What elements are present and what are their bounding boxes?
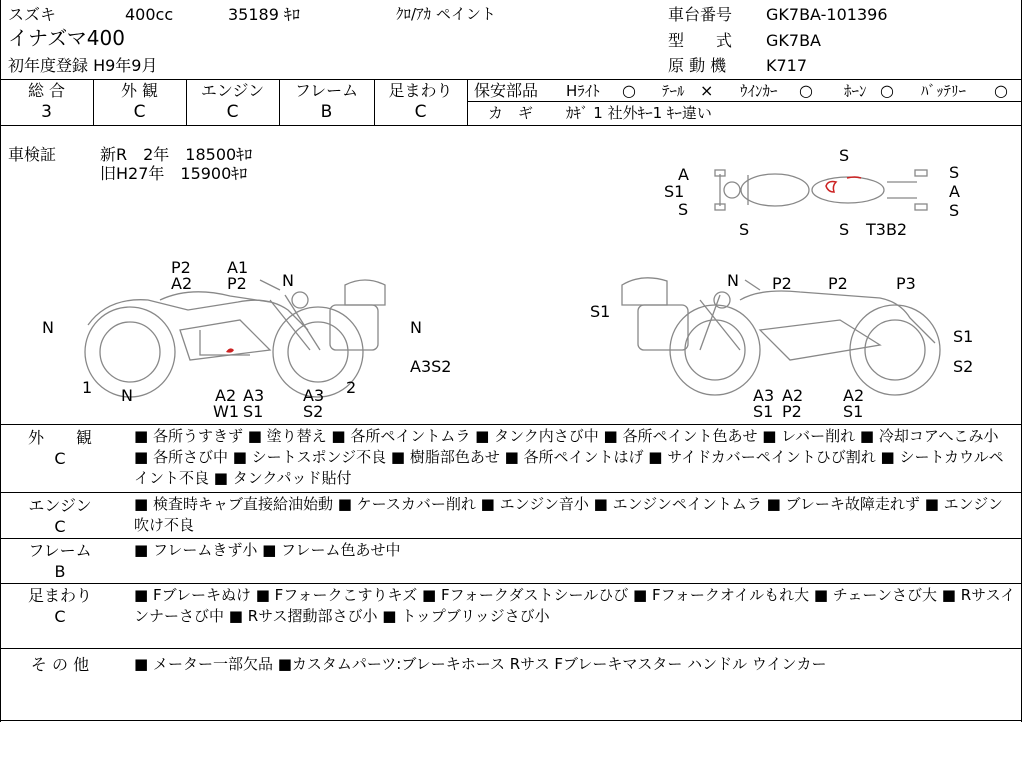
safety-label: 保安部品 [474, 81, 539, 100]
displacement: 400cc [125, 5, 174, 24]
headlight-mark: ○ [622, 81, 636, 100]
diag-right-s1a: S1 [753, 402, 774, 421]
section-frame-score: B [54, 562, 66, 581]
suspension-label: 足まわり [388, 81, 453, 100]
divider [0, 720, 1022, 721]
diag-right-a3: A3 [753, 386, 775, 405]
section-suspension-label: 足まわり [27, 586, 92, 605]
section-engine-label: エンジン [28, 496, 92, 515]
diag-right-p2c: P2 [782, 402, 802, 421]
horn-label: ﾎｰﾝ [844, 82, 867, 100]
taillight-mark: × [700, 81, 714, 100]
diag-top-a-right: A [949, 182, 960, 201]
diag-top-s-left: S [678, 200, 689, 219]
diag-right-n-top: N [727, 271, 739, 290]
section-frame-text: ■ フレームきず小 ■ フレーム色あせ中 [134, 541, 401, 559]
diag-right-a2: A2 [782, 386, 804, 405]
section-other-label: そ の 他 [30, 655, 90, 674]
engine-label: エンジン [200, 81, 265, 100]
diag-left-p2: P2 [171, 258, 191, 277]
diag-left-1: 1 [82, 378, 93, 397]
diag-left-a1: A1 [227, 258, 249, 277]
diag-left-n-top: N [282, 271, 294, 290]
left-damage-mark [226, 348, 234, 352]
diag-left-p2b: P2 [227, 274, 247, 293]
diag-left-a3b: A3 [303, 386, 325, 405]
headlight-label: Hﾗｲﾄ [566, 82, 600, 100]
section-engine-score: C [54, 517, 66, 536]
exterior-score: C [133, 102, 146, 122]
left-side-bike [85, 280, 385, 397]
diag-top-s-right-top: S [949, 163, 960, 182]
type-value: GK7BA [766, 31, 821, 50]
diag-top-s-right-bottom: S [949, 201, 960, 220]
battery-label: ﾊﾞｯﾃﾘｰ [921, 82, 967, 100]
top-damage-mark [847, 177, 861, 178]
diag-right-p2a: P2 [772, 274, 792, 293]
section-exterior-score: C [54, 449, 66, 468]
type-label: 型 式 [668, 31, 733, 50]
section-engine-text: ■ 検査時キャブ直接給油始動 ■ ケースカバー削れ ■ エンジン音小 ■ エンジンペイントムラ ■ ブレーキ故障走れず ■ エンジン吹け不良 [134, 495, 1003, 534]
color: ｸﾛ/ｱｶ ペイント [396, 5, 496, 23]
top-damage-mark [826, 182, 836, 193]
engine-model: K717 [766, 56, 808, 75]
diag-top-s-bottom-left: S [739, 220, 750, 239]
diag-left-a2w1: A2 [215, 386, 237, 405]
diag-right-a2b: A2 [843, 386, 865, 405]
total-label: 総 合 [27, 81, 66, 100]
diag-right-s1-left: S1 [590, 302, 611, 321]
section-other-text: ■ メーター一部欠品 ■カスタムパーツ:ブレーキホース Rサス Fブレーキマスター ハンドル ウインカー [134, 655, 827, 673]
top-view-bike [715, 170, 927, 210]
diag-left-n-left: N [42, 318, 54, 337]
inspection-new: 新R 2年 18500ｷﾛ [100, 145, 253, 164]
section-exterior-text: ■ 各所うすきず ■ 塗り替え ■ 各所ペイントムラ ■ タンク内さび中 ■ 各所ペイント色あせ ■ レバー削れ ■ 冷却コアへこみ小 ■ 各所さび中 ■ シートスポンジ不良 ■ 樹脂部色あせ ■ 各所ペイントはげ ■ サイドカバーペイントひび割れ ■ シートカウルペイント不良 ■ タンクパッド貼付 [134, 427, 1004, 487]
model-name: イナズマ400 [8, 26, 125, 50]
divider [0, 648, 1022, 649]
battery-mark: ○ [994, 81, 1008, 100]
key-value: ｶｷﾞ 1 社外ｷｰ1 ｷｰ違い [566, 104, 712, 122]
divider [0, 424, 1022, 425]
frame-score: B [320, 102, 333, 122]
inspection-old: 旧H27年 15900ｷﾛ [100, 164, 248, 183]
diag-right-p3: P3 [896, 274, 916, 293]
diag-left-a3s2: A3S2 [410, 357, 452, 376]
diag-right-s1-right: S1 [953, 327, 974, 346]
winker-mark: ○ [799, 81, 813, 100]
divider [0, 492, 1022, 493]
inspection-label: 車検証 [8, 145, 57, 164]
frame-no-label: 車台番号 [668, 5, 733, 24]
taillight-label: ﾃｰﾙ [662, 82, 685, 100]
diag-right-p2b: P2 [828, 274, 848, 293]
engine-model-label: 原 動 機 [668, 56, 727, 75]
horn-mark: ○ [880, 81, 894, 100]
engine-score: C [226, 102, 239, 122]
section-frame-label: フレーム [28, 541, 92, 560]
key-label: カ ギ [488, 104, 534, 122]
suspension-score: C [414, 102, 427, 122]
total-score: 3 [41, 102, 52, 122]
diag-right-s1b: S1 [843, 402, 864, 421]
diag-top-s1-left: S1 [664, 182, 685, 201]
diag-top-s-bottom-mid: S [839, 220, 850, 239]
exterior-label: 外 観 [120, 81, 159, 100]
diag-left-n-bottom: N [121, 386, 133, 405]
winker-label: ｳｲﾝｶｰ [740, 82, 778, 100]
diag-left-a2: A2 [171, 274, 193, 293]
maker: スズキ [8, 5, 57, 24]
diag-left-s1a: S1 [243, 402, 264, 421]
divider [0, 583, 1022, 584]
diag-right-s2-right: S2 [953, 357, 974, 376]
diag-top-t3b2: T3B2 [866, 220, 908, 239]
diag-left-a3a: A3 [243, 386, 265, 405]
right-side-bike [622, 278, 940, 395]
diag-left-s2b: S2 [303, 402, 324, 421]
section-suspension-score: C [54, 607, 66, 626]
mileage: 35189 ｷﾛ [228, 5, 300, 24]
diag-left-n-right: N [410, 318, 422, 337]
diag-top-a-left: A [678, 165, 689, 184]
section-suspension-text: ■ Fブレーキぬけ ■ Fフォークこすりキズ ■ Fフォークダストシールひび ■ Fフォークオイルもれ大 ■ チェーンさび大 ■ Rサスインナーさび中 ■ Rサス摺動部さび小 ■ トップブリッジさび小 [134, 586, 1016, 625]
diag-top-s-top: S [839, 146, 850, 165]
diag-left-w1: W1 [213, 402, 239, 421]
diag-left-2: 2 [346, 378, 357, 397]
frame-label: フレーム [294, 81, 359, 100]
section-exterior-label: 外 観 [27, 428, 92, 447]
frame-no: GK7BA-101396 [766, 5, 888, 24]
first-registration: 初年度登録 H9年9月 [8, 56, 158, 75]
divider [0, 538, 1022, 539]
